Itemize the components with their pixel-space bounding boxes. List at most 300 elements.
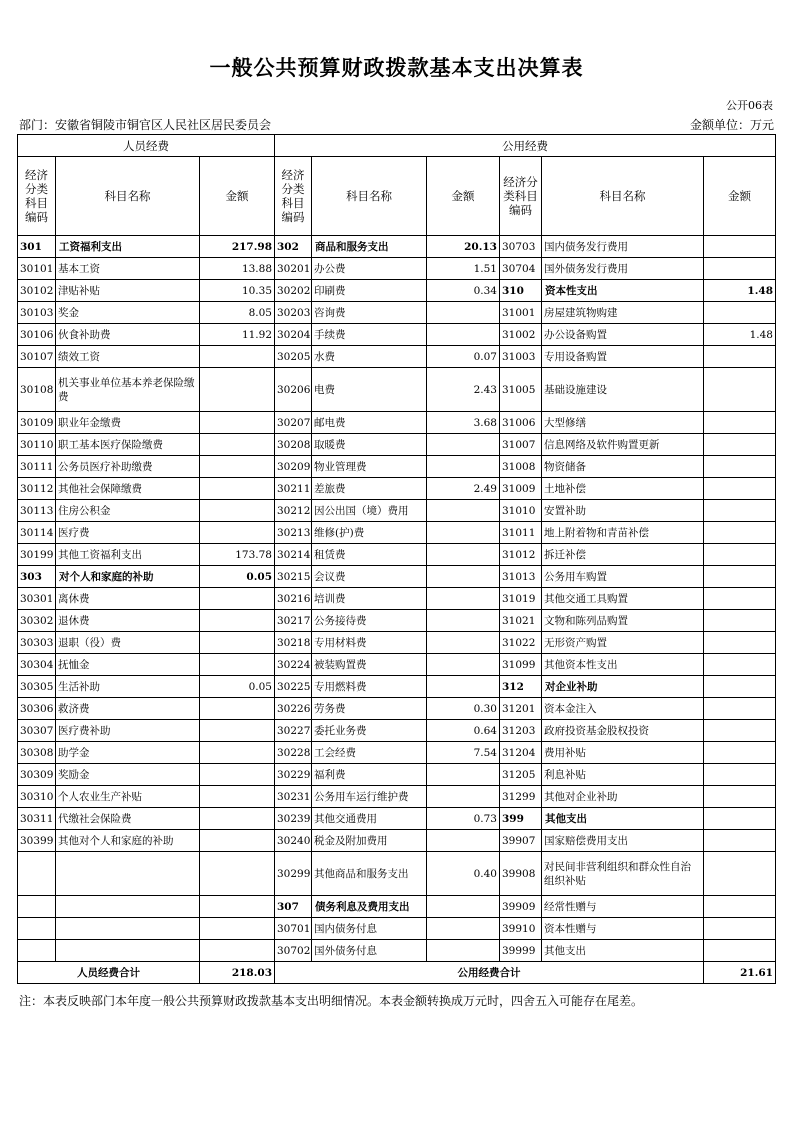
code-cell: 30199 (18, 544, 56, 566)
code-cell: 31007 (500, 434, 542, 456)
name-header: 科目名称 (56, 157, 200, 236)
amount-cell: 1.51 (427, 258, 500, 280)
amount-cell (200, 346, 275, 368)
name-cell (56, 896, 200, 918)
amount-cell (704, 522, 776, 544)
amount-cell (704, 940, 776, 962)
name-cell: 商品和服务支出 (312, 236, 427, 258)
personnel-group-header: 人员经费 (18, 135, 275, 157)
amount-cell: 0.73 (427, 808, 500, 830)
code-cell: 30224 (275, 654, 312, 676)
code-cell: 30206 (275, 368, 312, 412)
code-cell: 31019 (500, 588, 542, 610)
amount-cell (704, 302, 776, 324)
amount-cell (427, 500, 500, 522)
code-cell: 30301 (18, 588, 56, 610)
name-cell: 咨询费 (312, 302, 427, 324)
amount-cell (427, 566, 500, 588)
code-cell: 31003 (500, 346, 542, 368)
code-cell: 31005 (500, 368, 542, 412)
code-cell: 30103 (18, 302, 56, 324)
amount-cell (427, 610, 500, 632)
code-cell: 31008 (500, 456, 542, 478)
table-row (18, 324, 776, 346)
name-cell: 基础设施建设 (542, 368, 704, 412)
amount-header: 金额 (200, 157, 275, 236)
amount-cell (200, 896, 275, 918)
name-cell: 手续费 (312, 324, 427, 346)
name-cell: 土地补偿 (542, 478, 704, 500)
amount-cell (704, 368, 776, 412)
code-cell: 30208 (275, 434, 312, 456)
name-cell: 对民间非营利组织和群众性自治组织补贴 (542, 852, 704, 896)
amount-cell (704, 566, 776, 588)
code-cell: 30109 (18, 412, 56, 434)
amount-cell: 8.05 (200, 302, 275, 324)
code-cell: 30205 (275, 346, 312, 368)
amount-cell (704, 434, 776, 456)
name-cell: 因公出国（境）费用 (312, 500, 427, 522)
code-cell: 31201 (500, 698, 542, 720)
amount-cell (200, 610, 275, 632)
name-cell: 邮电费 (312, 412, 427, 434)
name-cell: 物业管理费 (312, 456, 427, 478)
code-cell: 30305 (18, 676, 56, 698)
code-cell: 31203 (500, 720, 542, 742)
code-cell: 30303 (18, 632, 56, 654)
name-cell: 公务用车购置 (542, 566, 704, 588)
amount-cell (200, 588, 275, 610)
code-cell: 30311 (18, 808, 56, 830)
name-cell: 助学金 (56, 742, 200, 764)
name-cell: 被装购置费 (312, 654, 427, 676)
name-cell: 奖金 (56, 302, 200, 324)
code-cell: 30215 (275, 566, 312, 588)
column-header-row (18, 157, 776, 236)
name-cell: 办公费 (312, 258, 427, 280)
code-cell: 30101 (18, 258, 56, 280)
code-cell: 30302 (18, 610, 56, 632)
public-group-header: 公用经费 (275, 135, 776, 157)
code-cell: 30209 (275, 456, 312, 478)
amount-cell (200, 522, 275, 544)
amount-cell: 1.48 (704, 324, 776, 346)
amount-cell: 10.35 (200, 280, 275, 302)
name-cell: 取暖费 (312, 434, 427, 456)
amount-cell (200, 412, 275, 434)
amount-cell (200, 918, 275, 940)
amount-cell (427, 786, 500, 808)
name-cell: 医疗费补助 (56, 720, 200, 742)
code-cell: 39908 (500, 852, 542, 896)
personnel-total-label: 人员经费合计 (18, 962, 200, 984)
code-cell: 303 (18, 566, 56, 588)
name-cell: 专用燃料费 (312, 676, 427, 698)
table-row (18, 830, 776, 852)
name-cell: 工会经费 (312, 742, 427, 764)
amount-cell (200, 434, 275, 456)
table-row (18, 764, 776, 786)
code-cell: 30702 (275, 940, 312, 962)
code-cell: 30214 (275, 544, 312, 566)
name-cell: 救济费 (56, 698, 200, 720)
name-cell: 机关事业单位基本养老保险缴费 (56, 368, 200, 412)
name-cell (56, 918, 200, 940)
code-cell: 30102 (18, 280, 56, 302)
amount-cell (704, 346, 776, 368)
code-cell: 30207 (275, 412, 312, 434)
amount-cell (427, 434, 500, 456)
code-cell: 31001 (500, 302, 542, 324)
name-cell (56, 940, 200, 962)
name-cell: 其他交通工具购置 (542, 588, 704, 610)
code-cell: 31006 (500, 412, 542, 434)
amount-cell (200, 632, 275, 654)
amount-cell (704, 830, 776, 852)
amount-cell (200, 786, 275, 808)
table-row (18, 654, 776, 676)
name-cell: 差旅费 (312, 478, 427, 500)
table-row (18, 236, 776, 258)
amount-cell (427, 588, 500, 610)
table-row (18, 918, 776, 940)
code-cell: 30704 (500, 258, 542, 280)
code-cell: 30240 (275, 830, 312, 852)
code-cell: 30228 (275, 742, 312, 764)
code-cell: 30306 (18, 698, 56, 720)
name-cell: 其他社会保障缴费 (56, 478, 200, 500)
amount-cell (704, 412, 776, 434)
amount-cell: 20.13 (427, 236, 500, 258)
amount-cell: 0.05 (200, 566, 275, 588)
table-row (18, 522, 776, 544)
amount-cell (704, 852, 776, 896)
code-cell: 310 (500, 280, 542, 302)
code-cell: 30216 (275, 588, 312, 610)
table-row (18, 698, 776, 720)
name-cell: 专用设备购置 (542, 346, 704, 368)
amount-cell (704, 698, 776, 720)
amount-cell (200, 940, 275, 962)
name-cell: 公务员医疗补助缴费 (56, 456, 200, 478)
amount-cell: 0.34 (427, 280, 500, 302)
code-cell: 30307 (18, 720, 56, 742)
name-cell: 奖励金 (56, 764, 200, 786)
code-cell: 30202 (275, 280, 312, 302)
code-cell: 30204 (275, 324, 312, 346)
amount-cell (704, 588, 776, 610)
name-cell: 房屋建筑物购建 (542, 302, 704, 324)
name-cell: 其他对企业补助 (542, 786, 704, 808)
code-cell: 307 (275, 896, 312, 918)
expenditure-table (17, 134, 776, 984)
code-cell: 30308 (18, 742, 56, 764)
name-cell: 对企业补助 (542, 676, 704, 698)
name-cell: 福利费 (312, 764, 427, 786)
name-cell: 其他资本性支出 (542, 654, 704, 676)
name-cell: 地上附着物和青苗补偿 (542, 522, 704, 544)
amount-cell (427, 676, 500, 698)
name-cell: 委托业务费 (312, 720, 427, 742)
name-cell: 生活补助 (56, 676, 200, 698)
code-cell: 30225 (275, 676, 312, 698)
name-cell: 维修(护)费 (312, 522, 427, 544)
name-cell: 其他商品和服务支出 (312, 852, 427, 896)
code-cell: 30701 (275, 918, 312, 940)
amount-cell (704, 764, 776, 786)
name-cell: 资本性支出 (542, 280, 704, 302)
table-row (18, 346, 776, 368)
code-cell: 30213 (275, 522, 312, 544)
name-cell: 国外债务发行费用 (542, 258, 704, 280)
name-cell: 劳务费 (312, 698, 427, 720)
amount-unit-label: 金额单位：万元 (689, 118, 774, 132)
amount-cell (704, 720, 776, 742)
name-cell: 安置补助 (542, 500, 704, 522)
amount-cell (704, 456, 776, 478)
amount-cell (200, 456, 275, 478)
table-row (18, 940, 776, 962)
name-cell: 基本工资 (56, 258, 200, 280)
table-row (18, 456, 776, 478)
code-cell: 30399 (18, 830, 56, 852)
amount-cell (200, 368, 275, 412)
amount-cell (704, 654, 776, 676)
name-cell: 利息补贴 (542, 764, 704, 786)
code-cell: 30107 (18, 346, 56, 368)
name-cell: 国外债务付息 (312, 940, 427, 962)
name-cell: 办公设备购置 (542, 324, 704, 346)
amount-cell (427, 764, 500, 786)
amount-cell (200, 852, 275, 896)
name-cell: 个人农业生产补贴 (56, 786, 200, 808)
amount-cell (427, 456, 500, 478)
amount-cell (427, 302, 500, 324)
amount-header: 金额 (427, 157, 500, 236)
code-cell: 312 (500, 676, 542, 698)
group-header-row (18, 135, 776, 157)
amount-cell (704, 632, 776, 654)
amount-cell (200, 698, 275, 720)
code-cell (18, 852, 56, 896)
amount-cell (200, 720, 275, 742)
code-cell: 31010 (500, 500, 542, 522)
table-row (18, 852, 776, 896)
code-cell: 31002 (500, 324, 542, 346)
name-cell: 国内债务付息 (312, 918, 427, 940)
table-row (18, 412, 776, 434)
code-cell: 30218 (275, 632, 312, 654)
code-header: 经济分类科目编码 (18, 157, 56, 236)
name-cell: 对个人和家庭的补助 (56, 566, 200, 588)
amount-cell (427, 544, 500, 566)
code-cell: 302 (275, 236, 312, 258)
table-row (18, 610, 776, 632)
code-cell: 30239 (275, 808, 312, 830)
code-cell: 30226 (275, 698, 312, 720)
amount-header: 金额 (704, 157, 776, 236)
amount-cell (704, 896, 776, 918)
code-cell: 31013 (500, 566, 542, 588)
code-cell: 31009 (500, 478, 542, 500)
code-cell: 39999 (500, 940, 542, 962)
footnote: 注：本表反映部门本年度一般公共预算财政拨款基本支出明细情况。本表金额转换成万元时，四舍五入可能存在尾差。 (19, 994, 644, 1008)
code-cell: 39909 (500, 896, 542, 918)
table-row (18, 478, 776, 500)
code-cell: 301 (18, 236, 56, 258)
name-cell: 退职（役）费 (56, 632, 200, 654)
amount-cell: 217.98 (200, 236, 275, 258)
code-cell (18, 940, 56, 962)
name-cell: 专用材料费 (312, 632, 427, 654)
name-cell: 租赁费 (312, 544, 427, 566)
code-cell: 30309 (18, 764, 56, 786)
code-cell: 31011 (500, 522, 542, 544)
name-cell: 职工基本医疗保险缴费 (56, 434, 200, 456)
code-cell: 39910 (500, 918, 542, 940)
amount-cell (704, 478, 776, 500)
code-cell: 30703 (500, 236, 542, 258)
table-row (18, 544, 776, 566)
amount-cell (200, 654, 275, 676)
code-cell: 399 (500, 808, 542, 830)
amount-cell: 0.64 (427, 720, 500, 742)
code-cell: 30229 (275, 764, 312, 786)
name-cell: 水费 (312, 346, 427, 368)
code-cell: 31022 (500, 632, 542, 654)
code-cell: 30108 (18, 368, 56, 412)
amount-cell: 1.48 (704, 280, 776, 302)
amount-cell: 0.40 (427, 852, 500, 896)
code-cell: 30217 (275, 610, 312, 632)
code-cell: 31012 (500, 544, 542, 566)
name-cell: 物资储备 (542, 456, 704, 478)
amount-cell: 13.88 (200, 258, 275, 280)
code-cell: 31299 (500, 786, 542, 808)
name-cell: 文物和陈列品购置 (542, 610, 704, 632)
amount-cell (200, 500, 275, 522)
amount-cell: 2.43 (427, 368, 500, 412)
amount-cell (427, 940, 500, 962)
name-cell: 无形资产购置 (542, 632, 704, 654)
code-cell: 30112 (18, 478, 56, 500)
code-cell: 30231 (275, 786, 312, 808)
amount-cell (704, 676, 776, 698)
name-cell: 国内债务发行费用 (542, 236, 704, 258)
code-cell: 31099 (500, 654, 542, 676)
code-cell: 30211 (275, 478, 312, 500)
name-cell: 职业年金缴费 (56, 412, 200, 434)
name-cell: 电费 (312, 368, 427, 412)
amount-cell: 7.54 (427, 742, 500, 764)
name-cell: 抚恤金 (56, 654, 200, 676)
table-row (18, 632, 776, 654)
form-number: 公开06表 (726, 99, 773, 112)
amount-cell (200, 808, 275, 830)
name-cell: 退休费 (56, 610, 200, 632)
amount-cell (427, 654, 500, 676)
code-cell: 30114 (18, 522, 56, 544)
code-cell: 31021 (500, 610, 542, 632)
department-label: 部门：安徽省铜陵市铜官区人民社区居民委员会 (19, 118, 272, 132)
code-cell: 30110 (18, 434, 56, 456)
amount-cell: 0.07 (427, 346, 500, 368)
code-cell: 30113 (18, 500, 56, 522)
table-row (18, 368, 776, 412)
amount-cell (704, 258, 776, 280)
table-body (18, 236, 776, 962)
name-cell: 住房公积金 (56, 500, 200, 522)
amount-cell (704, 236, 776, 258)
code-cell: 30299 (275, 852, 312, 896)
table-row (18, 302, 776, 324)
amount-cell (704, 610, 776, 632)
code-cell: 30212 (275, 500, 312, 522)
amount-cell (704, 544, 776, 566)
code-cell: 30304 (18, 654, 56, 676)
code-cell: 31205 (500, 764, 542, 786)
amount-cell (200, 478, 275, 500)
amount-cell (427, 918, 500, 940)
name-cell: 其他对个人和家庭的补助 (56, 830, 200, 852)
name-cell: 经常性赠与 (542, 896, 704, 918)
public-total-label: 公用经费合计 (275, 962, 704, 984)
amount-cell (704, 500, 776, 522)
table-row (18, 720, 776, 742)
amount-cell: 173.78 (200, 544, 275, 566)
code-cell: 30201 (275, 258, 312, 280)
code-cell: 30111 (18, 456, 56, 478)
amount-cell (200, 830, 275, 852)
public-total-amount: 21.61 (704, 962, 776, 984)
amount-cell (427, 896, 500, 918)
name-cell: 其他工资福利支出 (56, 544, 200, 566)
code-cell: 30227 (275, 720, 312, 742)
table-row (18, 566, 776, 588)
code-cell: 39907 (500, 830, 542, 852)
name-cell: 费用补贴 (542, 742, 704, 764)
code-cell: 31204 (500, 742, 542, 764)
amount-cell (704, 808, 776, 830)
name-cell: 其他支出 (542, 808, 704, 830)
name-cell: 医疗费 (56, 522, 200, 544)
amount-cell (200, 764, 275, 786)
amount-cell: 11.92 (200, 324, 275, 346)
code-cell (18, 896, 56, 918)
amount-cell (704, 742, 776, 764)
table-row (18, 808, 776, 830)
name-cell: 公务接待费 (312, 610, 427, 632)
amount-cell (200, 742, 275, 764)
table-row (18, 280, 776, 302)
personnel-total-amount: 218.03 (200, 962, 275, 984)
name-header: 科目名称 (542, 157, 704, 236)
name-cell: 津贴补贴 (56, 280, 200, 302)
amount-cell (427, 324, 500, 346)
name-cell: 债务利息及费用支出 (312, 896, 427, 918)
name-cell: 税金及附加费用 (312, 830, 427, 852)
name-cell: 大型修缮 (542, 412, 704, 434)
name-cell: 资本金注入 (542, 698, 704, 720)
amount-cell (704, 918, 776, 940)
name-cell: 会议费 (312, 566, 427, 588)
name-cell: 绩效工资 (56, 346, 200, 368)
name-cell: 工资福利支出 (56, 236, 200, 258)
name-cell: 培训费 (312, 588, 427, 610)
table-row (18, 588, 776, 610)
table-row (18, 896, 776, 918)
code-header: 经济分类科目编码 (275, 157, 312, 236)
